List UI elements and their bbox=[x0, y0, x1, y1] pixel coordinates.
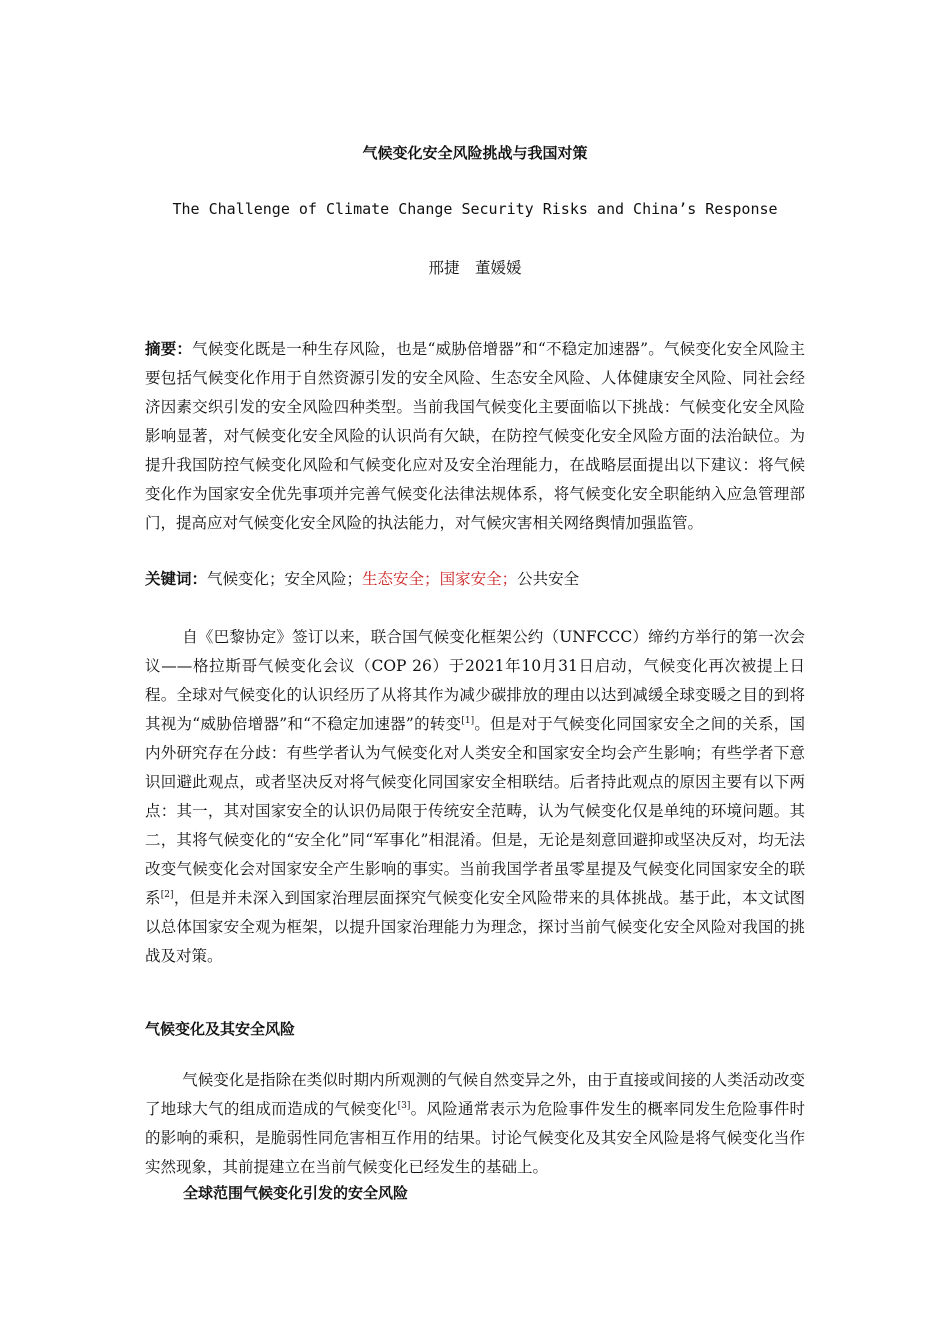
keyword-item-highlighted: 国家安全； bbox=[439, 570, 518, 588]
intro-text: ，但是并未深入到国家治理层面探究气候变化安全风险带来的具体挑战。基于此，本文试图以总体国家安全观为框架，以提升国家治理能力为理念，探讨当前气候变化安全风险对我国的挑战及对策。 bbox=[145, 889, 805, 965]
intro-paragraph bbox=[145, 623, 805, 971]
intro-text: 。但是对于气候变化同国家安全之间的关系，国内外研究存在分歧：有些学者认为气候变化对人类安全和国家安全均会产生影响；有些学者下意识回避此观点，或者坚决反对将气候变化同国家安全相联结。后者持此观点的原因主要有以下两点：其一，其对国家安全的认识仍局限于传统安全范畴，认为气候变化仅是单纯的环境问题。其二，其将气候变化的“安全化”同“军事化”相混淆。但是，无论是刻意回避抑或坚决反对，均无法改变气候变化会对国家安全产生影响的事实。当前我国学者虽零星提及气候变化同国家安全的联系 bbox=[145, 715, 805, 907]
citation-ref[interactable]: [1] bbox=[461, 716, 475, 726]
section-paragraph bbox=[145, 1066, 805, 1182]
section-text: 。风险通常表示为危险事件发生的概率同发生危险事件时的影响的乘积，是脆弱性同危害相互作用的结果。讨论气候变化及其安全风险是将气候变化当作实然现象，其前提建立在当前气候变化已经发生的基础上。 bbox=[145, 1100, 805, 1176]
subsection-heading: 全球范围气候变化引发的安全风险 bbox=[183, 1184, 409, 1202]
keywords-label: 关键词： bbox=[145, 570, 208, 588]
citation-ref[interactable]: [2] bbox=[160, 890, 174, 900]
title-chinese: 气候变化安全风险挑战与我国对策 bbox=[362, 144, 588, 162]
abstract-text: 气候变化既是一种生存风险，也是“威胁倍增器”和“不稳定加速器”。气候变化安全风险主要包括气候变化作用于自然资源引发的安全风险、生态安全风险、人体健康安全风险、同社会经济因素交织引发的安全风险四种类型。当前我国气候变化主要面临以下挑战：气候变化安全风险影响显著，对气候变化安全风险的认识尚有欠缺，在防控气候变化安全风险方面的法治缺位。为提升我国防控气候变化风险和气候变化应对及安全治理能力，在战略层面提出以下建议：将气候变化作为国家安全优先事项并完善气候变化法律法规体系，将气候变化安全职能纳入应急管理部门，提高应对气候变化安全风险的执法能力，对气候灾害相关网络舆情加强监管。 bbox=[145, 340, 805, 532]
section-text: 气候变化是指除在类似时期内所观测的气候自然变异之外，由于直接或间接的人类活动改变了地球大气的组成而造成的气候变化 bbox=[145, 1071, 805, 1118]
keyword-item-highlighted: 生态安全； bbox=[362, 570, 440, 588]
keyword-item: 公共安全 bbox=[517, 570, 580, 588]
abstract bbox=[145, 335, 805, 538]
keywords bbox=[145, 565, 805, 594]
abstract-label: 摘要： bbox=[145, 340, 193, 358]
authors: 邢捷 董媛媛 bbox=[428, 259, 522, 277]
intro-text: 自《巴黎协定》签订以来，联合国气候变化框架公约（UNFCCC）缔约方举行的第一次会议——格拉斯哥气候变化会议（COP 26）于2021年10月31日启动，气候变化再次被提上日程。全球对气候变化的认识经历了从将其作为减少碳排放的理由以达到减缓全球变暖之目的到将其视为“威胁倍增器”和“不稳定加速器”的转变 bbox=[145, 628, 805, 733]
title-english: The Challenge of Climate Change Security Risks and China’s Response bbox=[172, 200, 778, 218]
section-heading: 气候变化及其安全风险 bbox=[145, 1020, 296, 1038]
keyword-item: 气候变化； bbox=[207, 570, 285, 588]
citation-ref[interactable]: [3] bbox=[397, 1101, 411, 1111]
keyword-item: 安全风险； bbox=[284, 570, 363, 588]
